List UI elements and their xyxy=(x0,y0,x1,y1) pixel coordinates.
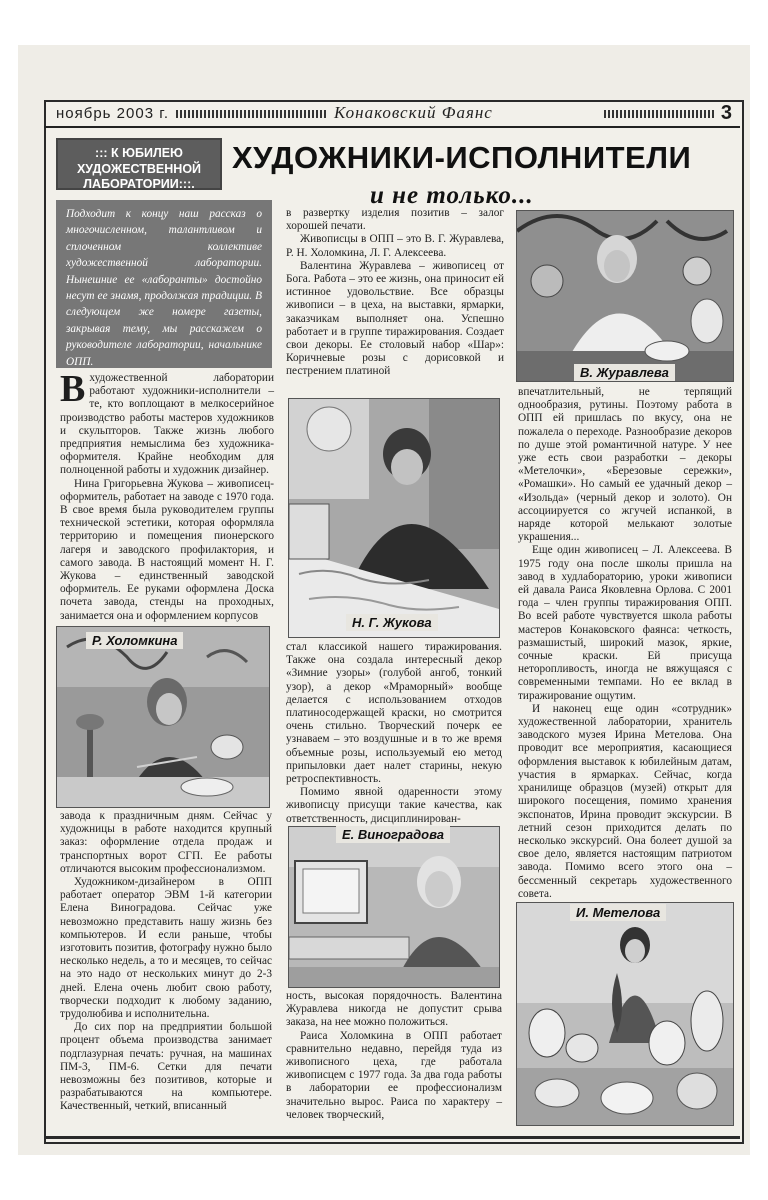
paragraph: завода к праздничным дням. Сейчас у художницы в работе находится крупный заказ: оформление отдела продаж и транспортных ворот СГП. Ее работы отличаются высоким профессионализмом. xyxy=(60,810,272,875)
paragraph xyxy=(60,368,274,478)
photo-zhukova-image xyxy=(289,399,499,637)
drop-cap: В xyxy=(60,368,86,410)
newspaper-name: Конаковский Фаянс xyxy=(334,103,493,122)
rubric-line-2: ХУДОЖЕСТВЕННОЙ xyxy=(76,161,202,176)
photo-zhuravleva-image xyxy=(517,211,733,381)
rubric-line-1: ::: К ЮБИЛЕЮ xyxy=(95,146,183,160)
masthead-stripe-right xyxy=(604,110,714,118)
photo-kholomkina-image xyxy=(57,627,269,807)
column-3 xyxy=(518,386,732,900)
issue-date: ноябрь 2003 г. xyxy=(56,105,170,122)
caption-metelova: И. Метелова xyxy=(570,904,666,921)
paragraph: Нина Григорьевна Жукова – живописец-оформитель, работает на заводе с 1970 года. В свое время была руководителем группы технической эстетики, которая оформляла территорию и помещения пионерского лагеря и заводского профилактория, и самого завода. В настоящий момент Н. Г. Жукова – единственный заводской оформитель. Ее руками оформлена Доска почета завода, стенды на проходных, занимается она и оформлением корпусов xyxy=(60,477,274,622)
column-2-top xyxy=(286,207,504,397)
paragraph: Валентина Журавлева – живописец от Бога. Работа – это ее жизнь, она приносит ей истинное удовольствие. Все образцы живописи – в цеха, на выставки, ярмарки, заказчикам выполняет она. Успешно работает и в группе тиражирования. Создает свои декоры. Ее столовый набор «Шар»: Коричневые розы с дорисовкой и пестрением платиной xyxy=(286,259,504,378)
photo-metelova xyxy=(516,902,734,1126)
column-2-bottom xyxy=(286,990,502,1134)
article-subhead: и не только... xyxy=(370,182,534,209)
paragraph: И наконец еще один «сотрудник» художественной лаборатории, хранитель заводского музея Ирина Метелова. Она проводит все мероприятия, касающиеся оформления выставок к юбилейным датам, участия в ярмарках. Сейчас, когда хранилище образцов (музей) открыт для широкого посещения, помимо хранения экспонатов, Ирина проводит экскурсии. В летний сезон приходится делать по несколько экскурсий. Она болеет душой за свое дело, является настоящим патриотом завода. Помимо всего этого она – бессменный секретарь художественного совета. xyxy=(518,702,732,900)
photo-metelova-image xyxy=(517,903,733,1125)
rubric-line-3: ЛАБОРАТОРИИ:::. xyxy=(83,177,195,191)
article-lead: Подходит к концу наш рассказ о многочисленном, талантливом и сплоченном коллективе художественной лаборатории. Нынешние ее «лаборанты» достойно несут ее знамя, продолжая традиции. В следующем же номере газеты, закрывая тему, мы расскажем о руководителе лаборатории, начальнике ОПП. xyxy=(56,200,272,368)
page-number: 3 xyxy=(720,102,732,124)
caption-kholomkina: Р. Холомкина xyxy=(86,632,183,649)
paragraph: Художником-дизайнером в ОПП работает оператор ЭВМ 1-й категории Елена Виноградова. Сейчас уже невозможно представить нашу жизнь без компьютеров. И если раньше, чтобы изготовить позитив, фотографу нужно было несколько недель, а то и месяцев, то сейчас на это надо от нескольких минут до 2-3 дней. Елена очень любит свою работу, творчески подходит к любому заданию, трудолюбива и исполнительна. xyxy=(60,876,272,1021)
masthead-stripe-left xyxy=(176,110,326,118)
photo-kholomkina xyxy=(56,626,270,808)
caption-vinogradova: Е. Виноградова xyxy=(336,826,450,843)
article-headline: ХУДОЖНИКИ-ИСПОЛНИТЕЛИ xyxy=(232,140,692,175)
photo-vinogradova xyxy=(288,826,500,988)
section-rubric xyxy=(56,138,222,190)
bottom-rule xyxy=(44,1136,740,1139)
photo-vinogradova-image xyxy=(289,827,499,987)
caption-zhuravleva: В. Журавлева xyxy=(574,364,675,381)
paragraph: До сих пор на предприятии большой процент объема производства занимает подглазурная печать: ручная, на машинах ПМ-3, ПМ-6. Сетки для печати невозможны без позитивов, которые и разрабатываются на компьютере. Качественный, четкий, вписанный xyxy=(60,1021,272,1113)
paragraph-text: художественной лаборатории работают художники-исполнители – те, кто воплощают в мелкосерийное производство работы мастеров художников и скульпторов. Также жизнь любого предприятия немыслима без художника-оформителя. Крайне необходим для полноценной работы и художник дизайнер. xyxy=(60,372,274,477)
column-2-middle xyxy=(286,641,502,823)
paragraph: впечатлительный, не терпящий однообразия, рутины. Поэтому работа в ОПП ей пришлась по вкусу, она не пожалела о переходе. Разнообразие декоров по душе этой романтичной натуре. У нее уже есть свои разработки – декоры «Метелочки», «Березовые сережки», «Ромашки». Но самый ее удачный декор – «Изольда» (черный декор и золото). Он ассоциируется со жгучей испанкой, в наряде которой мелькают золотые украшения... xyxy=(518,386,732,544)
paragraph: Помимо явной одаренности этому живописцу присущи такие качества, как ответственность, дисциплинирован- xyxy=(286,786,502,825)
paragraph: ность, высокая порядочность. Валентина Журавлева никогда не допустит срыва заказа, на нее можно положиться. xyxy=(286,990,502,1029)
photo-zhukova xyxy=(288,398,500,638)
masthead xyxy=(44,104,740,128)
paragraph: в развертку изделия позитив – залог хорошей печати. xyxy=(286,207,504,233)
paragraph: Живописцы в ОПП – это В. Г. Журавлева, Р. Н. Холомкина, Л. Г. Алексеева. xyxy=(286,233,504,259)
column-1-top xyxy=(60,368,274,632)
paragraph: Раиса Холомкина в ОПП работает сравнительно недавно, перейдя туда из живописного цеха, где работала живописцем с 1977 года. За два года работы в лаборатории ее профессионализм значительно вырос. Раиса по характеру – человек творческий, xyxy=(286,1029,502,1121)
paragraph: Еще один живописец – Л. Алексеева. В 1975 году она после школы пришла на завод в худлабораторию, уроки живописи ей давала Раиса Яковлевна Орлова. С 2001 года – член группы тиражирования ОПП. Во всей работе чувствуется школа работы мастеров Конаковского фаянса: четкость, размашистый, широкий мазок, яркие, сочные краски. Ей присуща неторопливость, иногда не вяжущаяся с современными темпами. Но ее вклад в тиражирование ощутим. xyxy=(518,544,732,702)
photo-zhuravleva xyxy=(516,210,734,382)
column-1-bottom xyxy=(60,810,272,1134)
caption-zhukova: Н. Г. Жукова xyxy=(346,614,438,631)
paragraph: стал классикой нашего тиражирования. Также она создала интересный декор «Зимние узоры» (голубой ангоб, тонкий узор), а декор «Мраморный» вообще делается с использованием отходов платиносодержащей краски, но смотрится очень стильно. Творческий почерк ее узнаваем – это воздушные и в то же время объемные розы, используемый ею метод припыловки дает налет старины, некую ретроспективность. xyxy=(286,641,502,786)
